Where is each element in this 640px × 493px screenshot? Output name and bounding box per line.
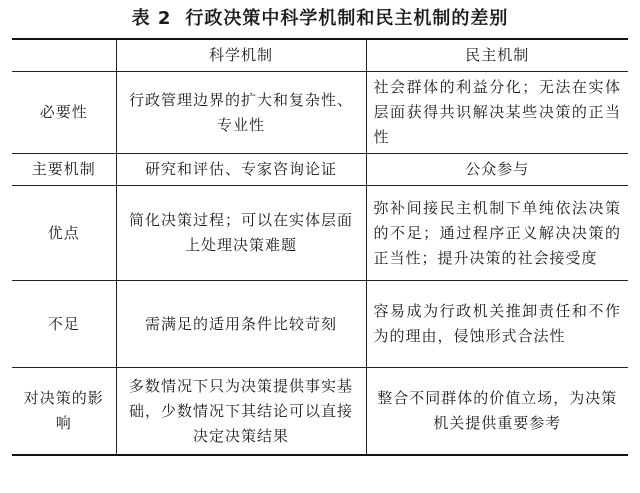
cell-scientific: 多数情况下只为决策提供事实基础，少数情况下其结论可以直接决定决策结果 (116, 368, 366, 456)
cell-scientific: 需满足的适用条件比较苛刻 (116, 281, 366, 368)
row-label-impact: 对决策的影响 (12, 368, 116, 456)
cell-democratic: 弥补间接民主机制下单纯依法决策的不足；通过程序正义解决决策的正当性；提升决策的社会接受度 (366, 186, 628, 281)
comparison-table (12, 38, 628, 456)
row-label-necessity: 必要性 (12, 72, 116, 154)
header-democratic: 民主机制 (366, 39, 628, 72)
header-row (12, 39, 628, 72)
cell-scientific: 行政管理边界的扩大和复杂性、专业性 (116, 72, 366, 154)
table-caption (0, 4, 640, 34)
cell-democratic: 社会群体的利益分化；无法在实体层面获得共识解决某些决策的正当性 (366, 72, 628, 154)
table-title: 行政决策中科学机制和民主机制的差别 (185, 8, 509, 29)
cell-democratic: 整合不同群体的价值立场，为决策机关提供重要参考 (366, 368, 628, 456)
table-row (12, 72, 628, 154)
table-row (12, 281, 628, 368)
table-row (12, 186, 628, 281)
cell-democratic: 公众参与 (366, 154, 628, 186)
table-number: 表 2 (131, 8, 172, 29)
row-label-shortcomings: 不足 (12, 281, 116, 368)
header-corner (12, 39, 116, 72)
row-label-advantages: 优点 (12, 186, 116, 281)
table-row (12, 154, 628, 186)
row-label-mechanism: 主要机制 (12, 154, 116, 186)
table-row (12, 368, 628, 456)
cell-scientific: 简化决策过程；可以在实体层面上处理决策难题 (116, 186, 366, 281)
header-scientific: 科学机制 (116, 39, 366, 72)
cell-democratic: 容易成为行政机关推卸责任和不作为的理由，侵蚀形式合法性 (366, 281, 628, 368)
cell-scientific: 研究和评估、专家咨询论证 (116, 154, 366, 186)
